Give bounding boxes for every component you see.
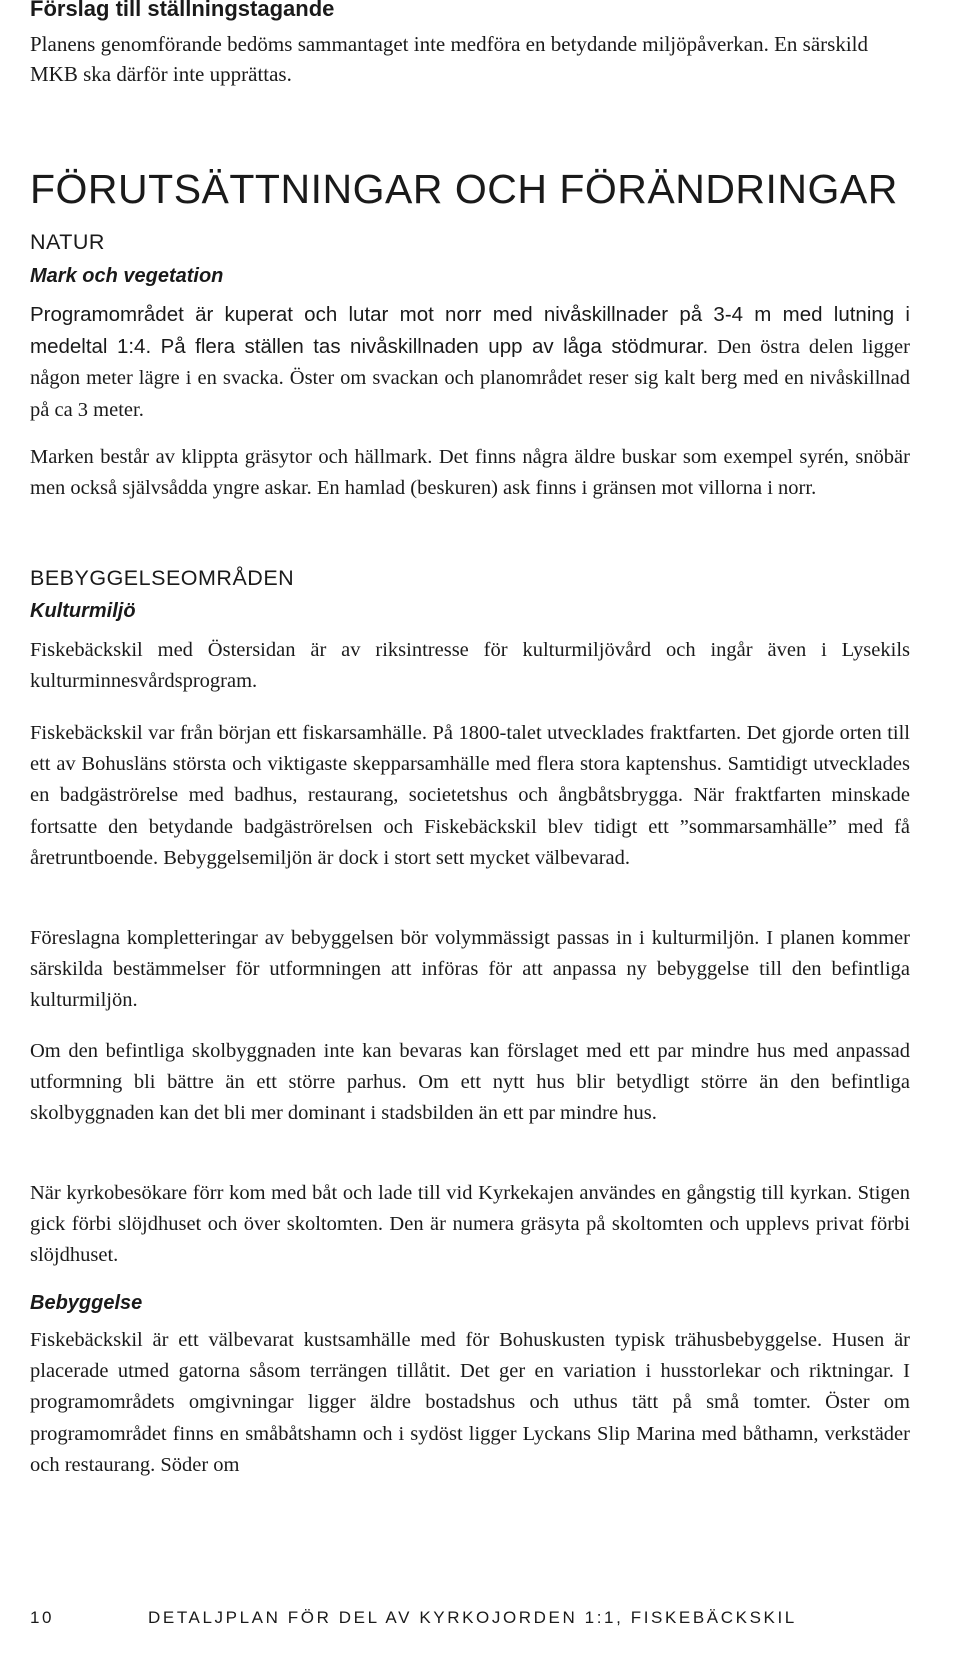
paragraph-kulturmiljo-5: När kyrkobesökare förr kom med båt och lade till vid Kyrkekajen användes en gångstig till kyrkan. Stigen gick förbi slöjdhuset och över skoltomten. Den är numera gräsyta på skoltomten och upplevs privat förbi slöjdhuset. — [30, 1182, 910, 1267]
paragraph-bebyggelse-1: Fiskebäckskil är ett välbevarat kustsamhälle med för Bohuskusten typisk trähusbebyggelse. Husen är placerade utmed gatorna såsom terrängen tillåtit. Det ger en variation i husstorlekar och riktningar. I programområdets omgivningar ligger äldre bostadshus och uthus tätt på små tomter. Öster om programområdet finns en småbåtshamn och i sydöst ligger Lyckans Slip Marina med båthamn, verkstäder och restaurang. Söder om — [30, 1329, 910, 1476]
main-heading: FÖRUTSÄTTNINGAR OCH FÖRÄNDRINGAR — [30, 166, 898, 212]
section-heading-natur: NATUR — [30, 230, 105, 254]
subheading-kulturmiljo: Kulturmiljö — [30, 600, 136, 622]
paragraph-mark-2: Marken består av klippta gräsytor och hällmark. Det finns några äldre buskar som exempel syrén, snöbär men också självsådda yngre askar. En hamlad (beskuren) ask finns i gränsen mot villorna i norr. — [30, 446, 910, 500]
subheading-bebyggelse: Bebyggelse — [30, 1292, 143, 1314]
footer-title: DETALJPLAN FÖR DEL AV KYRKOJORDEN 1:1, FISKEBÄCKSKIL — [148, 1608, 797, 1627]
section-heading-bebyggelseomraden: BEBYGGELSEOMRÅDEN — [30, 566, 295, 590]
intro-text: Planens genomförande bedöms sammantaget inte medföra en betydande miljöpåverkan. En särskild MKB ska därför inte upprättas. — [30, 32, 869, 86]
paragraph-kulturmiljo-2: Fiskebäckskil var från början ett fiskarsamhälle. På 1800-talet utvecklades fraktfarten. Det gjorde orten till ett av Bohusläns största och viktigaste skepparsamhälle med flera stora kaptenshus. Samtidigt utvecklades en badgäströrelse med badhus, restaurang, societetshus och ångbåtsbrygga. När fraktfarten minskade fortsatte den betydande badgäströrelsen och Fiskebäckskil blev tidigt ett ”sommarsamhälle” med få åretruntboende. Bebyggelsemiljön är dock i stort sett mycket välbevarad. — [30, 722, 910, 869]
page-number: 10 — [30, 1608, 55, 1627]
paragraph-mark-1-serif: Den östra delen ligger någon meter lägre i en svacka. Öster om svackan och planområdet reser sig kalt berg med en nivåskillnad på ca 3 meter. — [30, 336, 910, 421]
paragraph-kulturmiljo-3: Föreslagna kompletteringar av bebyggelsen bör volymmässigt passas in i kulturmiljön. I planen kommer särskilda bestämmelser för utformningen att införas för att anpassa ny bebyggelse till den befintliga kulturmiljön. — [30, 927, 910, 1012]
subheading-mark-och-vegetation: Mark och vegetation — [30, 265, 224, 287]
paragraph-mark-1-sans: Programområdet är kuperat och lutar mot norr med nivåskillnader på 3-4 m med lutning i medeltal 1:4. På flera ställen tas nivåskillnaden upp av låga stödmurar. — [30, 303, 910, 359]
paragraph-kulturmiljo-4: Om den befintliga skolbyggnaden inte kan bevaras kan förslaget med ett par mindre hus med anpassad utformning bli bättre än ett större parhus. Om ett nytt hus blir betydligt större än den befintliga skolbyggnaden kan det bli mer dominant i stadsbilden än ett par mindre hus. — [30, 1040, 910, 1125]
intro-heading: Förslag till ställningstagande — [30, 0, 335, 21]
paragraph-mark-1 — [30, 299, 910, 426]
paragraph-kulturmiljo-1: Fiskebäckskil med Östersidan är av riksintresse för kulturmiljövård och ingår även i Lysekils kulturminnesvårdsprogram. — [30, 639, 910, 693]
